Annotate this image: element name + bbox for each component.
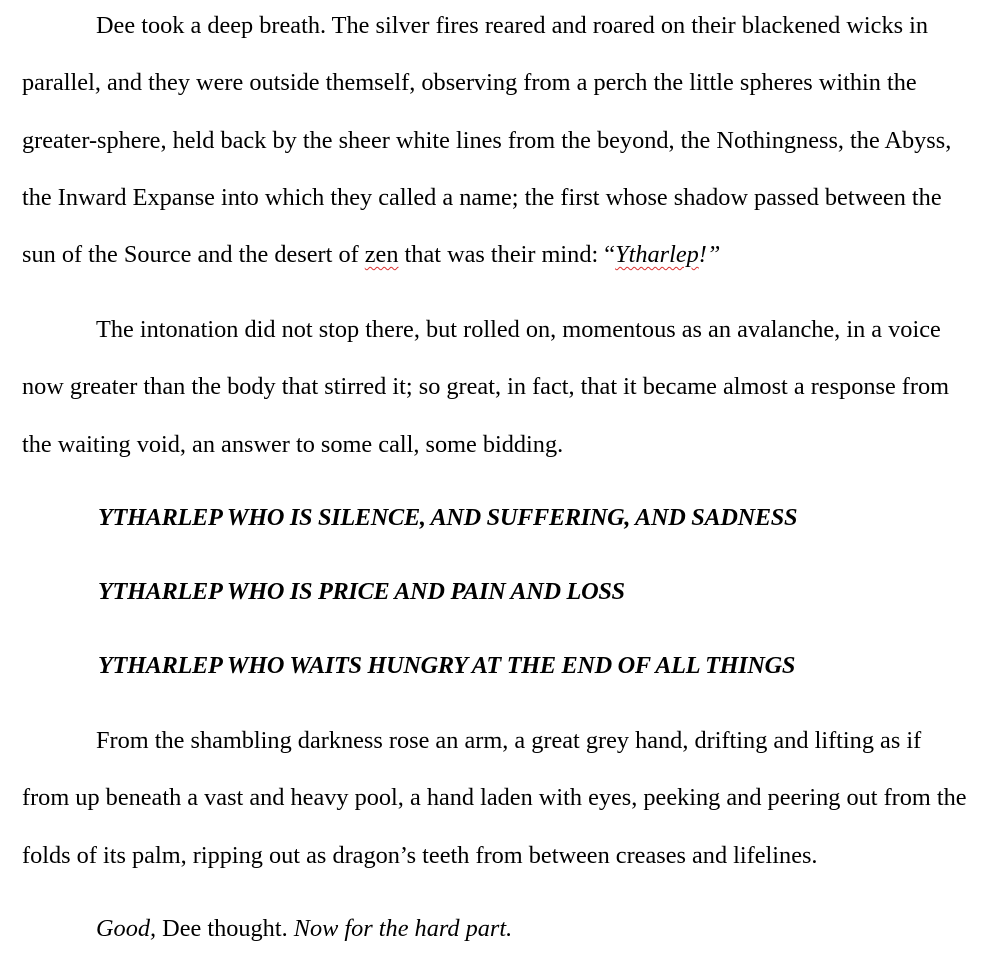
spellcheck-word-ytharlep[interactable]: Ytharlep	[615, 241, 699, 268]
paragraph-1-line-5	[22, 240, 720, 270]
paragraph-3-line-3: folds of its palm, ripping out as dragon’s teeth from between creases and lifelines.	[22, 842, 818, 869]
paragraph-4-italic-good: Good,	[96, 915, 157, 942]
chant-line-2: YTHARLEP WHO IS PRICE AND PAIN AND LOSS	[98, 578, 625, 605]
paragraph-1-line-5-text-a: sun of the Source and the desert of	[22, 241, 365, 268]
chant-line-1: YTHARLEP WHO IS SILENCE, AND SUFFERING, AND SADNESS	[98, 504, 798, 531]
paragraph-1-line-5-text-b: that was their mind: “	[398, 241, 616, 268]
paragraph-3-line-2: from up beneath a vast and heavy pool, a hand laden with eyes, peeking and peering out from the	[22, 784, 967, 811]
paragraph-4-line-1	[96, 914, 512, 944]
paragraph-2-line-1: The intonation did not stop there, but rolled on, momentous as an avalanche, in a voice	[96, 316, 941, 343]
paragraph-1-line-2: parallel, and they were outside themself, observing from a perch the little spheres within the	[22, 69, 917, 96]
paragraph-1-line-1: Dee took a deep breath. The silver fires reared and roared on their blackened wicks in	[96, 12, 929, 39]
paragraph-4-text: Dee thought.	[156, 915, 294, 942]
paragraph-3-line-1: From the shambling darkness rose an arm, a great grey hand, drifting and lifting as if	[96, 727, 922, 754]
paragraph-4-italic-thought: Now for the hard part.	[293, 915, 513, 942]
paragraph-1-line-4: the Inward Expanse into which they called a name; the first whose shadow passed between the	[22, 184, 942, 211]
paragraph-1-line-3: greater-sphere, held back by the sheer white lines from the beyond, the Nothingness, the Abyss,	[22, 127, 952, 154]
paragraph-1-line-5-text-c: !”	[698, 241, 721, 268]
spellcheck-word-zen[interactable]: zen	[364, 241, 399, 268]
paragraph-2-line-2: now greater than the body that stirred it; so great, in fact, that it became almost a response from	[22, 373, 950, 400]
chant-line-3: YTHARLEP WHO WAITS HUNGRY AT THE END OF ALL THINGS	[98, 652, 796, 679]
paragraph-2-line-3: the waiting void, an answer to some call, some bidding.	[22, 431, 564, 458]
